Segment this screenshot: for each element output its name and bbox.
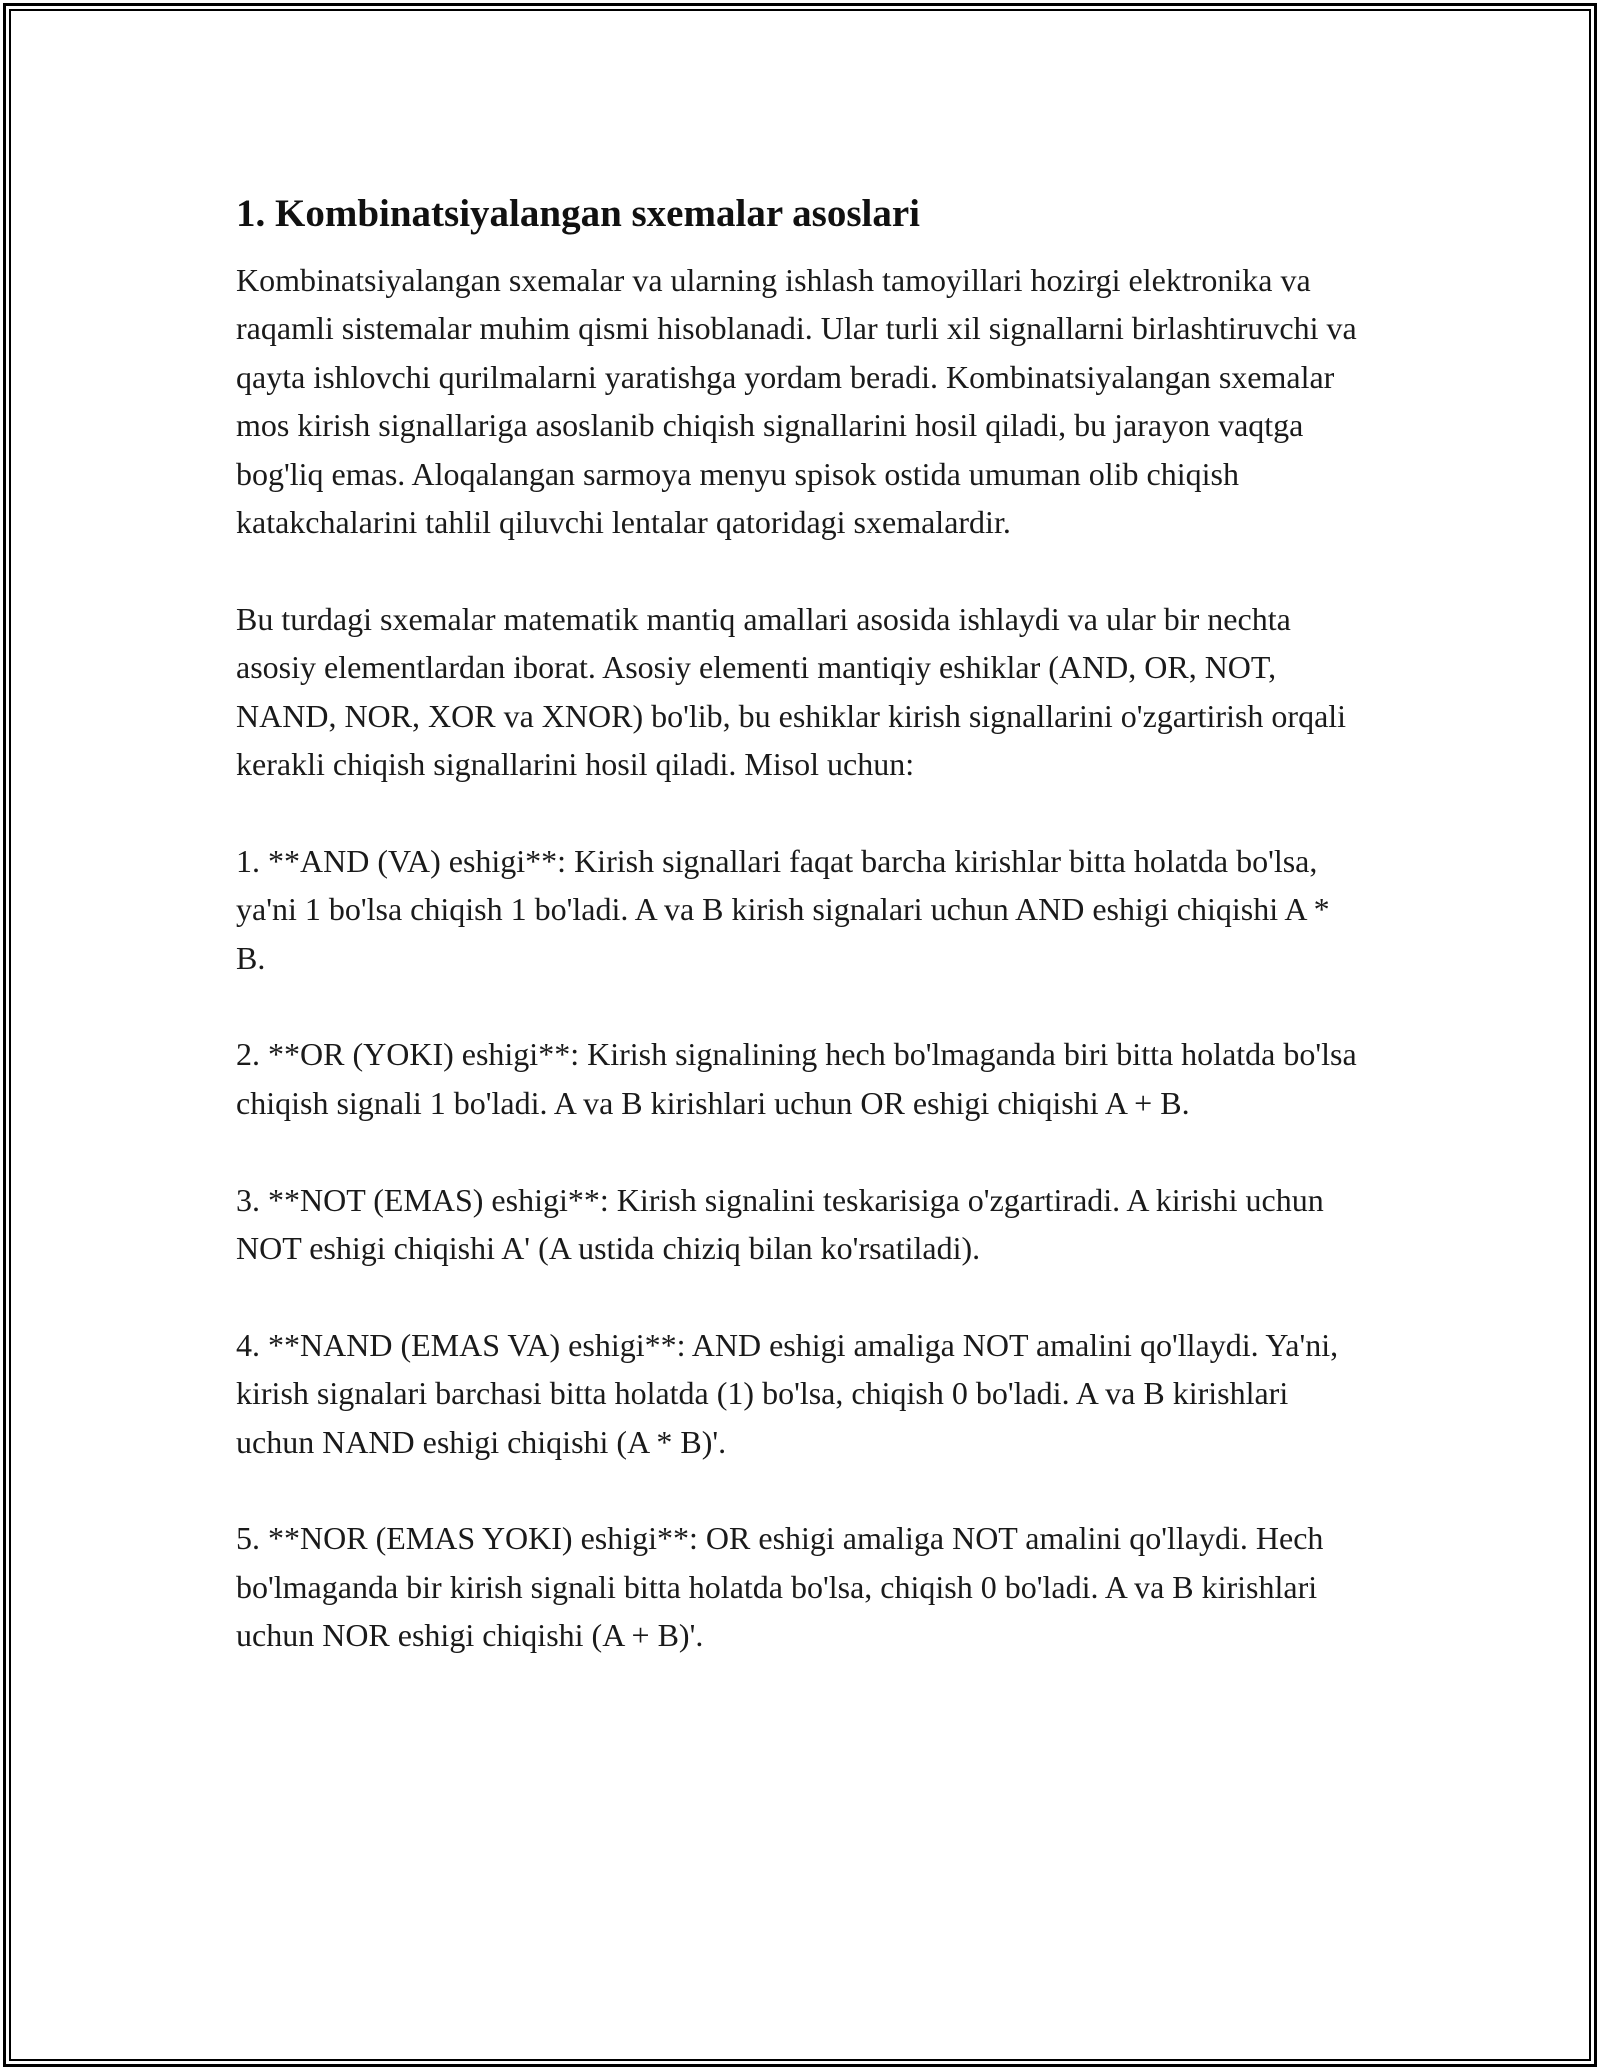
document-body [236,186,1366,1708]
logic-gates-paragraph: Bu turdagi sxemalar matematik mantiq amallari asosida ishlaydi va ular bir nechta asosiy elementlardan iborat. Asosiy elementi mantiqiy eshiklar (AND, OR, NOT, NAND, NOR, XOR va XNOR) bo'lib, bu eshiklar kirish signallarini o'zgartirish orqali kerakli chiqish signallarini hosil qiladi. Misol uchun: [236,600,1347,783]
and-gate-item: 1. **AND (VA) eshigi**: Kirish signallari faqat barcha kirishlar bitta holatda bo'lsa, ya'ni 1 bo'lsa chiqish 1 bo'ladi. A va B kirish signalari uchun AND eshigi chiqishi A * B. [236,842,1330,976]
not-gate-item: 3. **NOT (EMAS) eshigi**: Kirish signalini teskarisiga o'zgartiradi. A kirishi uchun NOT eshigi chiqishi A' (A ustida chiziq bilan ko'rsatiladi). [236,1181,1324,1267]
nor-gate-item: 5. **NOR (EMAS YOKI) eshigi**: OR eshigi amaliga NOT amalini qo'llaydi. Hech bo'lmaganda bir kirish signali bitta holatda bo'lsa, chiqish 0 bo'ladi. A va B kirishlari uchun NOR eshigi chiqishi (A + B)'. [236,1520,1324,1654]
section-heading: 1. Kombinatsiyalangan sxemalar asoslari [236,192,921,235]
or-gate-item: 2. **OR (YOKI) eshigi**: Kirish signalining hech bo'lmaganda biri bitta holatda bo'lsa chiqish signali 1 bo'ladi. A va B kirishlari uchun OR eshigi chiqishi A + B. [236,1036,1357,1121]
nand-gate-item: 4. **NAND (EMAS VA) eshigi**: AND eshigi amaliga NOT amalini qo'llaydi. Ya'ni, kirish signalari barchasi bitta holatda (1) bo'lsa, chiqish 0 bo'ladi. A va B kirishlari uchun NAND eshigi chiqishi (A * B)'. [236,1326,1339,1460]
intro-paragraph: Kombinatsiyalangan sxemalar va ularning ishlash tamoyillari hozirgi elektronika va raqamli sistemalar muhim qismi hisoblanadi. Ular turli xil signallarni birlashtiruvchi va qayta ishlovchi qurilmalarni yaratishga yordam beradi. Kombinatsiyalangan sxemalar mos kirish signallariga asoslanib chiqish signallarini hosil qiladi, bu jarayon vaqtga bog'liq emas. Aloqalangan sarmoya menyu spisok ostida umuman olib chiqish katakchalarini tahlil qiluvchi lentalar qatoridagi sxemalardir. [236,262,1357,541]
